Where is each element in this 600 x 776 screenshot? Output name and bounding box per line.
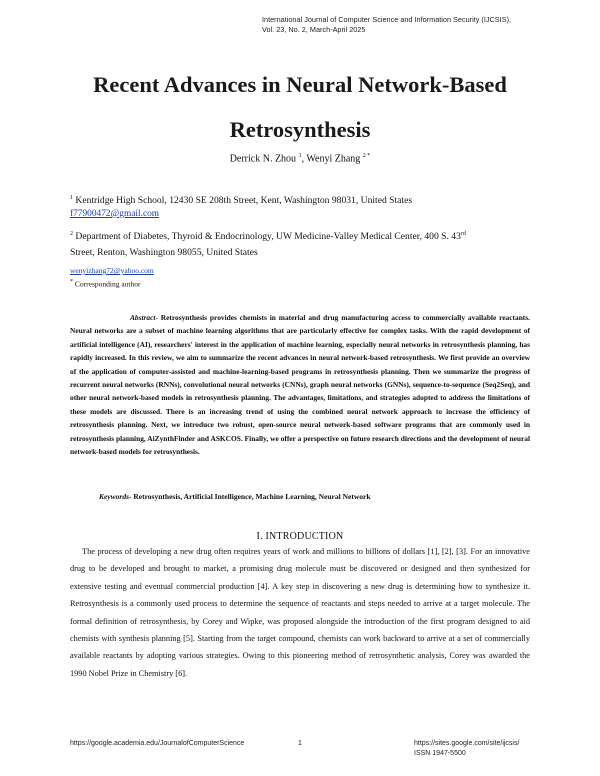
footer-page-number: 1 bbox=[298, 740, 302, 747]
affiliation-1-text: Kentridge High School, 12430 SE 208th Street, Kent, Washington 98031, United States bbox=[73, 195, 413, 207]
author-1: Derrick N. Zhou bbox=[229, 153, 297, 165]
section-heading-introduction: I. INTRODUCTION bbox=[256, 531, 344, 542]
author-1-email-link[interactable]: f77900472@gmail.com bbox=[70, 209, 160, 219]
paper-title-line-2: Retrosynthesis bbox=[229, 117, 371, 142]
journal-header bbox=[262, 15, 562, 35]
author-1-affiliation-mark: 1 bbox=[298, 153, 302, 159]
footer-issn: ISSN 1947-5500 bbox=[414, 750, 466, 757]
author-2-affiliation-mark: 2 * bbox=[362, 153, 371, 159]
keywords-label: Keywords- bbox=[99, 492, 132, 501]
footer-journal-link[interactable]: https://google.academia.edu/JournalofComputerScience bbox=[70, 740, 245, 747]
affiliation-1-email-row bbox=[70, 208, 570, 221]
affiliation-2-ordinal: rd bbox=[460, 231, 466, 237]
affiliation-2 bbox=[70, 228, 570, 243]
affiliation-1 bbox=[70, 192, 570, 207]
journal-volume: Vol. 23, No. 2, March-April 2025 bbox=[262, 25, 366, 34]
corresponding-mark: * bbox=[70, 279, 73, 285]
paper-title-line-1: Recent Advances in Neural Network-Based bbox=[93, 72, 507, 97]
author-list bbox=[0, 153, 600, 164]
abstract-label: Abstract- bbox=[130, 313, 158, 322]
footer-site-link[interactable]: https://sites.google.com/site/ijcsis/ bbox=[414, 740, 520, 747]
affiliation-2-mark: 2 bbox=[70, 231, 73, 237]
abstract-text: Retrosynthesis provides chemists in material and drug manufacturing access to commercially available reactants. Neural networks are a subset of machine learning algorithms that are particularly effective for complex tasks. With the rapid development of artificial intelligence (AI), researchers' interest in the application of machine learning, especially neural networks in retrosynthesis planning, has rapidly increased. In this review, we aim to summarize the recent advances in neural network-based retrosynthesis. We first provide an overview of the application of computer-assisted and machine-learning-based programs in retrosynthesis planning. Then we summarize the progress of recurrent neural networks (RNNs), convolutional neural networks (CNNs), graph neural networks (GNNs), sequence-to-sequence (Seq2Seq), and other neural network-based models in retrosynthesis planning. The advantages, limitations, and strategies adopted to address the limitations of these models are discussed. There is an increasing trend of using the combined neural network approach to increase the efficiency of retrosynthesis planning. Next, we introduce two robust, open-source neural network-based software programs that are commonly used in retrosynthesis planning, AiZynthFinder and ASKCOS. Finally, we offer a perspective on future research directions and the development of neural network-based models for retrosynthesis. bbox=[70, 313, 530, 457]
affiliation-2-line-2: Street, Renton, Washington 98055, United States bbox=[70, 247, 258, 258]
author-2-email-link[interactable]: wenyizhang72@yahoo.com bbox=[70, 266, 154, 275]
abstract bbox=[70, 311, 530, 458]
author-separator: , bbox=[301, 153, 307, 165]
footer-right bbox=[414, 739, 519, 759]
affiliation-2-text: Department of Diabetes, Thyroid & Endocrinology, UW Medicine-Valley Medical Center, 400 S. 43 bbox=[73, 231, 461, 243]
journal-name: International Journal of Computer Science and Information Security (IJCSIS), bbox=[262, 15, 512, 24]
introduction-paragraph: The process of developing a new drug often requires years of work and millions to billions of dollars [1], [2], [3]. For an innovative drug to be developed and brought to market, a promising drug molecule must be discovered or designed and then synthesized for extensive testing and eventual commercial production [4]. A key step in discovering a new drug is determining how to synthesize it. Retrosynthesis is a commonly used process to determine the sequence of reactants and steps needed to arrive at a target molecule. The formal definition of retrosynthesis, by Corey and Wipke, was proposed alongside the introduction of the first program designed to aid chemists with synthesis planning [5]. Starting from the target compound, chemists can work backward to arrive at a set of commercially available reactants by adopting various strategies. Owing to this pioneering method of retrosynthetic analysis, Corey was awarded the 1990 Nobel Prize in Chemistry [6]. bbox=[70, 547, 530, 678]
keywords-text: Retrosynthesis, Artificial Intelligence, Machine Learning, Neural Network bbox=[131, 492, 371, 501]
affiliation-1-mark: 1 bbox=[70, 195, 73, 201]
corresponding-text: Corresponding author bbox=[73, 279, 141, 289]
author-2: Wenyi Zhang bbox=[306, 153, 361, 165]
affiliation-2-email-row bbox=[70, 264, 570, 277]
keywords bbox=[99, 492, 539, 501]
corresponding-author-note bbox=[70, 279, 141, 289]
